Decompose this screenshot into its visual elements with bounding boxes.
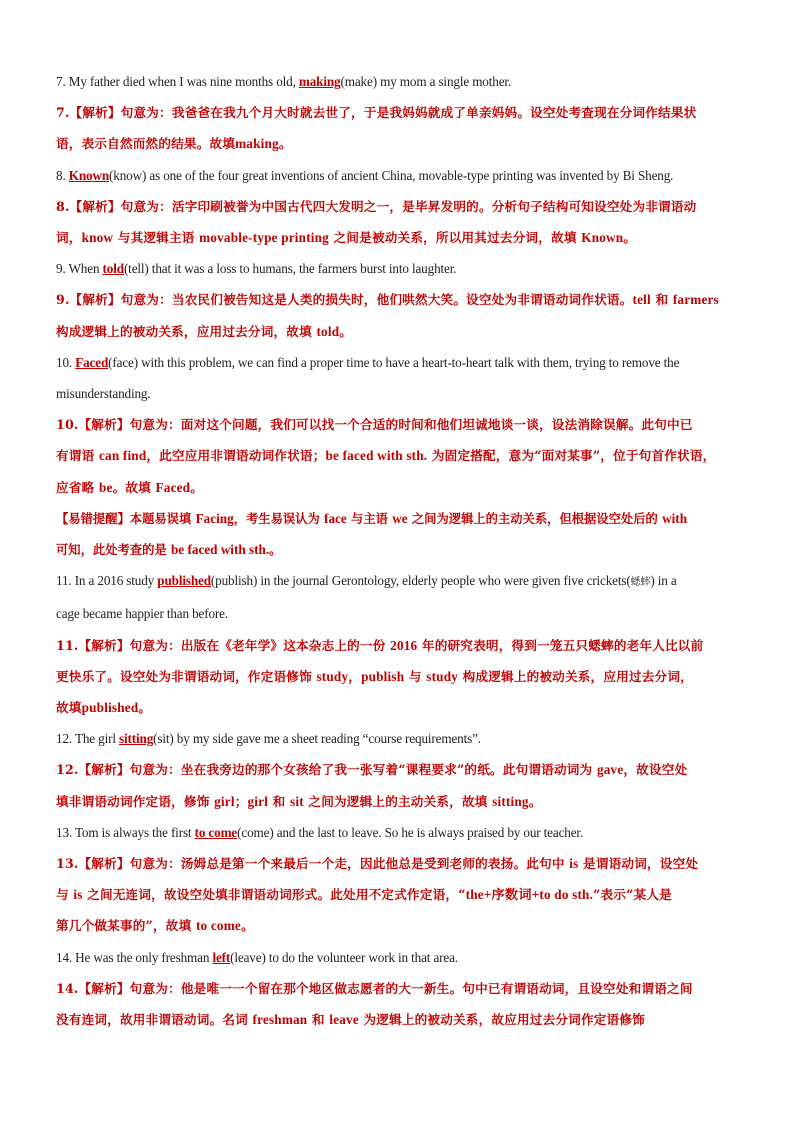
latin-term: leave	[329, 1012, 359, 1028]
latin-term: we	[392, 510, 408, 526]
text-run: 。	[269, 542, 282, 558]
explanation-line	[56, 284, 748, 315]
text-run: (tell) that it was a loss to humans, the farmers burst into laughter.	[123, 261, 457, 277]
latin-term: sitting	[492, 793, 529, 809]
text-run: 与主语	[346, 510, 393, 526]
text-run: 13.【解析】句意为：汤姆总是第一个来最后一个走，因此他总是受到老师的表扬。此句中	[56, 856, 570, 872]
text-run: cage became happier than before.	[56, 606, 229, 622]
text-run: 第几个做某事的”，故填	[56, 918, 196, 934]
text-run: 与其逻辑主语	[113, 230, 200, 246]
text-run: 之间为逻辑上的主动关系，但根据设空处后的	[407, 510, 663, 526]
text-run: 。故填	[112, 479, 156, 495]
text-run: 。	[623, 230, 637, 246]
question-line	[56, 942, 748, 973]
latin-term: making	[235, 136, 279, 152]
text-run: 【易错提醒】本题易误填	[56, 510, 196, 526]
latin-term: told	[316, 323, 340, 339]
text-run: ”表示“某人是	[593, 887, 672, 903]
text-run: 和	[268, 793, 291, 809]
text-run: 9. When	[56, 261, 103, 277]
answer-blank: Known	[68, 167, 110, 183]
text-run: 更快乐了。设空处为非谓语动词，作定语修饰	[56, 668, 317, 684]
text-run: 11.【解析】句意为：出版在《老年学》这本杂志上的一份	[56, 637, 391, 653]
text-run: (know) as one of the four great inventions of ancient China, movable-type printing was invented by Bi Sheng.	[109, 167, 674, 183]
explanation-line	[56, 1004, 748, 1035]
text-run: 构成逻辑上的被动关系，应用过去分词，故填	[56, 323, 317, 339]
latin-term: be faced with sth.	[170, 542, 270, 558]
latin-term: tell	[632, 292, 651, 308]
text-run: ，考生易误认为	[233, 510, 325, 526]
latin-term: published	[81, 700, 139, 716]
latin-term: the+序数词+to do sth.	[465, 887, 594, 903]
explanation-line	[56, 316, 748, 347]
explanation-line	[56, 534, 748, 565]
question-line	[56, 66, 748, 97]
text-run: 填非谓语动词作定语，修饰	[56, 793, 215, 809]
text-run: 12.【解析】句意为：坐在我旁边的那个女孩给了我一张写着“课程要求”的纸。此句谓语动词为	[56, 762, 597, 778]
text-run: 应省略	[56, 479, 99, 495]
text-run: 。	[240, 918, 254, 934]
latin-term: be faced with sth.	[325, 448, 428, 464]
text-run: 7.【解析】句意为：我爸爸在我九个月大时就去世了，于是我妈妈就成了单亲妈妈。设空处考查现在分词作结果状	[56, 105, 697, 121]
answer-blank: published	[157, 573, 211, 589]
text-run: 和	[307, 1012, 330, 1028]
latin-term: can find	[98, 448, 147, 464]
explanation-line	[56, 661, 748, 692]
text-run: (leave) to do the volunteer work in that area.	[230, 949, 458, 965]
text-run: 和	[650, 292, 673, 308]
explanation-line	[56, 440, 748, 471]
text-run: 10.	[56, 354, 76, 370]
text-run: 与	[404, 668, 427, 684]
text-run: 词，	[56, 230, 82, 246]
latin-term: Known	[581, 230, 624, 246]
latin-term: to come	[195, 918, 241, 934]
answer-blank: left	[212, 949, 231, 965]
text-run: ，故设空处	[623, 762, 688, 778]
text-run: 可知，此处考查的是	[56, 542, 171, 558]
text-run: ) in a	[650, 573, 677, 589]
explanation-line	[56, 409, 748, 440]
text-run: 9.【解析】句意为：当农民们被告知这是人类的损失时，他们哄然大笑。设空处为非谓语动词作状语。	[56, 292, 633, 308]
text-run: (face) with this problem, we can find a proper time to have a heart-to-heart talk with them, trying to remove the	[108, 354, 680, 370]
text-run: 有谓语	[56, 448, 99, 464]
text-run: 10.【解析】句意为：面对这个问题，我们可以找一个合适的时间和他们坦诚地谈一谈，设法消除误解。此句中已	[56, 417, 693, 433]
text-run: 与	[56, 887, 74, 903]
explanation-line	[56, 191, 748, 222]
text-run: 8.【解析】句意为：活字印刷被誉为中国古代四大发明之一，是毕昇发明的。分析句子结构可知设空处为非谓语动	[56, 198, 697, 214]
text-run: 故填	[56, 700, 82, 716]
answer-blank: to come	[194, 824, 238, 840]
explanation-line	[56, 128, 748, 159]
text-run: 。	[278, 136, 292, 152]
latin-term: freshman	[252, 1012, 308, 1028]
text-run: ，	[348, 668, 362, 684]
text-run: 构成逻辑上的被动关系，应用过去分词，	[458, 668, 693, 684]
answer-blank: Faced	[75, 354, 109, 370]
text-run: 。	[138, 700, 152, 716]
text-run: 之间无连词，故设空处填非谓语动词形式。此处用不定式作定语，“	[82, 887, 466, 903]
latin-term: gave	[596, 762, 624, 778]
document-page	[56, 66, 748, 1035]
latin-term: is	[73, 887, 83, 903]
text-run: 13. Tom is always the first	[56, 824, 195, 840]
text-run: (make) my mom a single mother.	[340, 74, 512, 89]
question-line	[56, 160, 748, 191]
text-run: 12. The girl	[56, 731, 120, 747]
latin-term: girl	[247, 793, 269, 809]
text-run: (come) and the last to leave. So he is always praised by our teacher.	[237, 824, 584, 840]
question-line	[56, 253, 748, 284]
text-run: 语，表示自然而然的结果。故填	[56, 136, 236, 152]
text-run: misunderstanding.	[56, 386, 151, 402]
latin-term: girl	[214, 793, 235, 809]
text-run: 8.	[56, 167, 69, 183]
text-run: 11. In a 2016 study	[56, 573, 158, 589]
text-run: 为逻辑上的被动关系，故应用过去分词作定语修饰	[358, 1012, 645, 1028]
text-run: ，此空应用非谓语动词作状语；	[146, 448, 326, 464]
question-line	[56, 378, 748, 409]
text-run: (sit) by my side gave me a sheet reading “course requirements”.	[153, 731, 481, 747]
text-run: 为固定搭配，意为“面对某事”，位于句首作状语，	[427, 448, 716, 464]
text-run: 。	[190, 479, 204, 495]
latin-term: Facing	[195, 510, 234, 526]
latin-term: publish	[361, 668, 405, 684]
question-line	[56, 817, 748, 848]
latin-term: study	[316, 668, 349, 684]
latin-term: know	[81, 230, 114, 246]
latin-term: farmers	[672, 292, 719, 308]
text-run: 是谓语动词，设空处	[578, 856, 699, 872]
question-line	[56, 347, 748, 378]
text-run: 之间为逻辑上的主动关系，故填	[303, 793, 493, 809]
text-run: 。	[339, 323, 353, 339]
question-line	[56, 723, 748, 754]
question-line	[56, 598, 748, 629]
question-line	[56, 565, 748, 598]
latin-term: study	[426, 668, 459, 684]
text-run: 年的研究表明，得到一笼五只蟋蟀的老年人比以前	[417, 637, 704, 653]
latin-term: movable-type printing	[199, 230, 329, 246]
answer-blank: making	[298, 74, 341, 89]
text-run: 。	[528, 793, 542, 809]
explanation-line	[56, 97, 748, 128]
text-run: 7. My father died when I was nine months old,	[56, 74, 299, 89]
latin-term: Faced	[155, 479, 191, 495]
explanation-line	[56, 222, 748, 253]
explanation-line	[56, 786, 748, 817]
answer-blank: told	[102, 261, 124, 277]
explanation-line	[56, 879, 748, 910]
explanation-line	[56, 910, 748, 941]
explanation-line	[56, 472, 748, 503]
latin-term: with	[662, 510, 688, 526]
text-run: 14. He was the only freshman	[56, 949, 213, 965]
explanation-line	[56, 503, 748, 534]
latin-term: face	[324, 510, 347, 526]
text-run: 没有连词，故用非谓语动词。名词	[56, 1012, 253, 1028]
latin-term: 2016	[390, 637, 418, 653]
text-run: 之间是被动关系，所以用其过去分词，故填	[328, 230, 582, 246]
text-run: 14.【解析】句意为：他是唯一一个留在那个地区做志愿者的大一新生。句中已有谓语动词，且设空处和谓语之间	[56, 980, 693, 996]
explanation-line	[56, 973, 748, 1004]
latin-term: be	[98, 479, 113, 495]
explanation-line	[56, 630, 748, 661]
text-run: ；	[234, 793, 248, 809]
explanation-line	[56, 848, 748, 879]
latin-term: sit	[290, 793, 304, 809]
text-run: (publish) in the journal Gerontology, elderly people who were given five crickets(	[210, 573, 631, 589]
gloss-text: 蟋蟀	[630, 577, 651, 589]
answer-blank: sitting	[119, 731, 154, 747]
explanation-line	[56, 754, 748, 785]
latin-term: is	[569, 856, 579, 872]
explanation-line	[56, 692, 748, 723]
